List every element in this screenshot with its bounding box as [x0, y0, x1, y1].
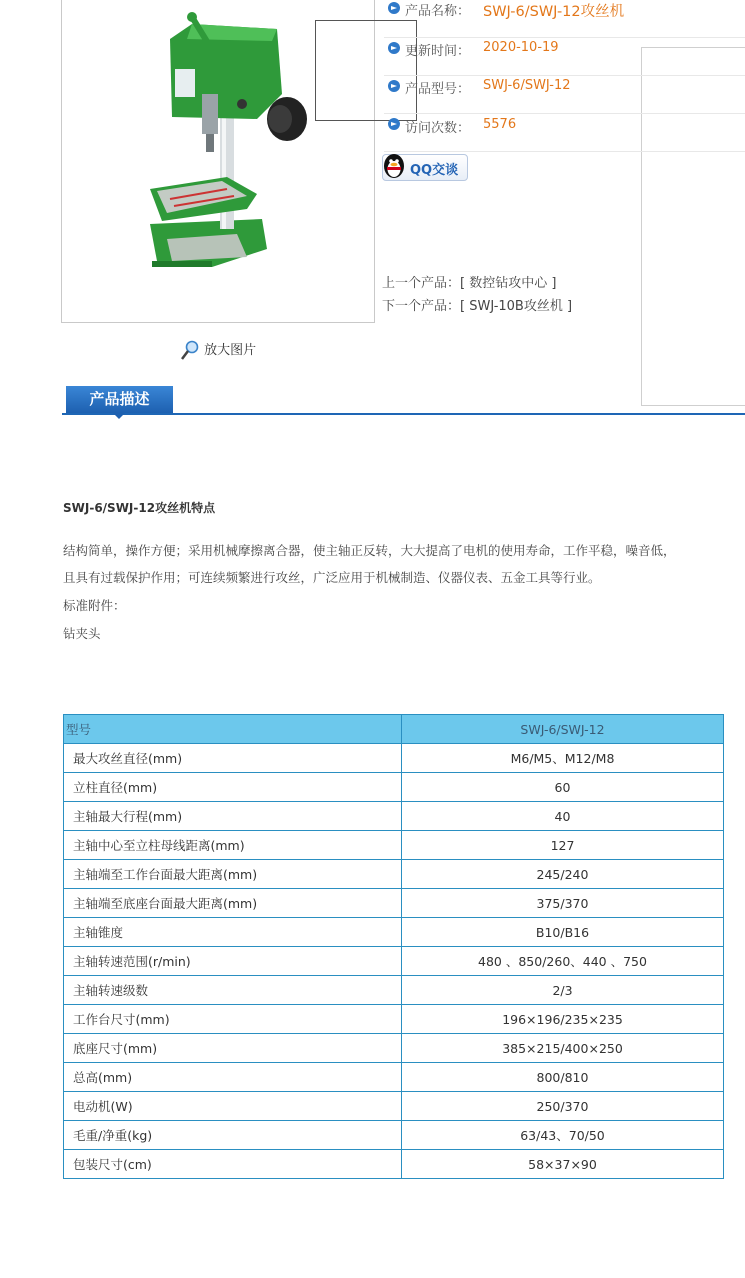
zoom-image-link[interactable] [180, 339, 256, 362]
spec-row [64, 918, 724, 947]
bullet-arrow-icon [388, 42, 400, 54]
model-value: SWJ-6/SWJ-12 [483, 78, 571, 93]
spec-key: 工作台尺寸(mm) [64, 1005, 402, 1034]
spec-row [64, 889, 724, 918]
spec-key: 电动机(W) [64, 1092, 402, 1121]
spec-value: 245/240 [402, 860, 724, 889]
spec-header-row [64, 715, 724, 744]
spec-key: 毛重/净重(kg) [64, 1121, 402, 1150]
spec-value: 375/370 [402, 889, 724, 918]
spec-key: 主轴端至工作台面最大距离(mm) [64, 860, 402, 889]
spec-row [64, 976, 724, 1005]
qq-penguin-icon [382, 152, 406, 180]
description-line: 且具有过载保护作用；可连续频繁进行攻丝，广泛应用于机械制造、仪器仪表、五金工具等行业。 [63, 570, 601, 585]
prev-product [382, 272, 556, 291]
spec-value: 127 [402, 831, 724, 860]
spec-key: 包装尺寸(cm) [64, 1150, 402, 1179]
spec-table [63, 714, 724, 1179]
product-name-value: SWJ-6/SWJ-12攻丝机 [483, 4, 625, 20]
spec-value: 196×196/235×235 [402, 1005, 724, 1034]
description-line: 标准附件： [63, 598, 126, 613]
info-row-visits [384, 114, 745, 152]
spec-value: 60 [402, 773, 724, 802]
spec-key: 立柱直径(mm) [64, 773, 402, 802]
spec-value: M6/M5、M12/M8 [402, 744, 724, 773]
spec-value: B10/B16 [402, 918, 724, 947]
spec-key: 总高(mm) [64, 1063, 402, 1092]
spec-key: 最大攻丝直径(mm) [64, 744, 402, 773]
info-label: 产品型号： [405, 82, 471, 97]
next-label: 下一个产品： [382, 299, 461, 314]
spec-key: 主轴最大行程(mm) [64, 802, 402, 831]
spec-key: 主轴转速范围(r/min) [64, 947, 402, 976]
description-line: 钻夹头 [63, 626, 101, 641]
spec-row [64, 860, 724, 889]
spec-row [64, 1063, 724, 1092]
qq-chat-button[interactable] [382, 154, 468, 181]
spec-value: 480 、850/260、440 、750 [402, 947, 724, 976]
spec-row [64, 802, 724, 831]
spec-row [64, 1034, 724, 1063]
spec-row [64, 1121, 724, 1150]
info-row-model [384, 76, 745, 114]
next-product [382, 295, 572, 314]
spec-key: 主轴中心至立柱母线距离(mm) [64, 831, 402, 860]
prev-product-link[interactable]: [ 数控钻攻中心 ] [460, 276, 557, 291]
next-product-link[interactable]: [ SWJ-10B攻丝机 ] [460, 299, 573, 314]
spec-row [64, 744, 724, 773]
qq-button-label: QQ交谈 [410, 163, 459, 178]
info-label: 产品名称： [405, 4, 471, 19]
update-time-value: 2020-10-19 [483, 40, 559, 55]
spec-value: 250/370 [402, 1092, 724, 1121]
spec-key: 主轴端至底座台面最大距离(mm) [64, 889, 402, 918]
bullet-arrow-icon [388, 80, 400, 92]
spec-row [64, 831, 724, 860]
tab-product-description[interactable]: 产品描述 [66, 386, 173, 413]
spec-value: 63/43、70/50 [402, 1121, 724, 1150]
spec-row [64, 1005, 724, 1034]
spec-key: 主轴锥度 [64, 918, 402, 947]
spec-row [64, 773, 724, 802]
spec-row [64, 1092, 724, 1121]
info-row-name [384, 0, 745, 38]
spec-value: 2/3 [402, 976, 724, 1005]
info-label: 访问次数： [405, 121, 471, 136]
spec-value: 800/810 [402, 1063, 724, 1092]
spec-key: 底座尺寸(mm) [64, 1034, 402, 1063]
spec-row [64, 947, 724, 976]
spec-value: 58×37×90 [402, 1150, 724, 1179]
bullet-arrow-icon [388, 118, 400, 130]
spec-header-value: SWJ-6/SWJ-12 [402, 715, 724, 744]
magnifier-icon [180, 340, 200, 362]
bullet-arrow-icon [388, 2, 400, 14]
description-line: 结构简单，操作方便；采用机械摩擦离合器，使主轴正反转，大大提高了电机的使用寿命，工作平稳，噪音低， [63, 543, 676, 558]
description-heading: SWJ-6/SWJ-12攻丝机特点 [63, 501, 216, 515]
prev-label: 上一个产品： [382, 276, 461, 291]
info-row-updated [384, 38, 745, 76]
info-label: 更新时间： [405, 44, 471, 59]
zoom-label: 放大图片 [204, 343, 257, 358]
spec-row [64, 1150, 724, 1179]
spec-header-key: 型号 [64, 715, 402, 744]
visit-count-value: 5576 [483, 117, 517, 132]
spec-value: 385×215/400×250 [402, 1034, 724, 1063]
tab-underline [62, 413, 745, 415]
spec-value: 40 [402, 802, 724, 831]
spec-key: 主轴转速级数 [64, 976, 402, 1005]
